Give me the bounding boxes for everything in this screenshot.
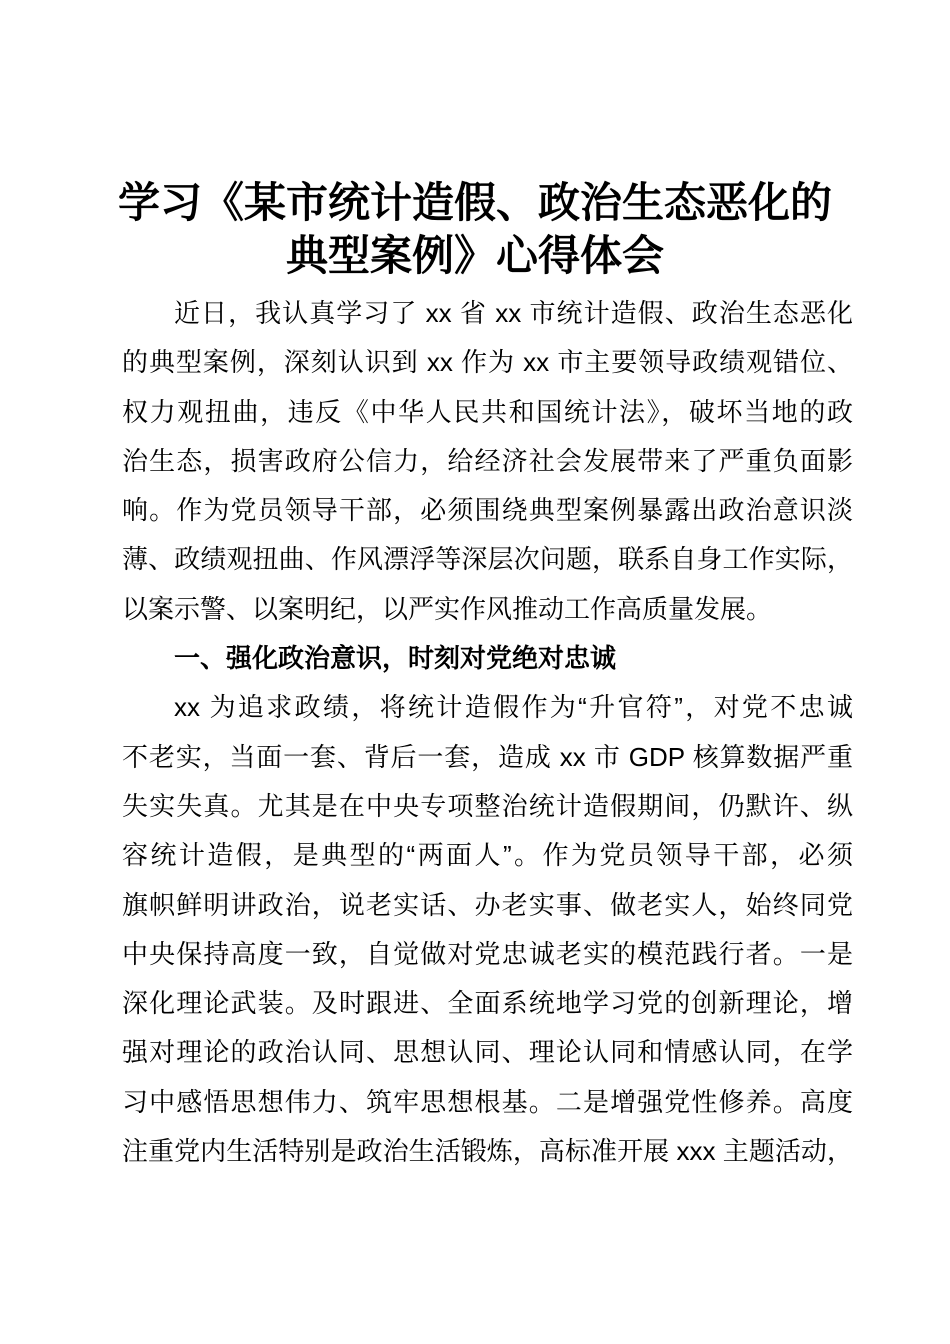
text-line: 治生态，损害政府公信力，给经济社会发展带来了严重负面影 [122, 445, 853, 476]
text-line: 容统计造假，是典型的“两面人”。作为党员领导干部，必须 [122, 840, 853, 871]
text-line: 的典型案例，深刻认识到 xx 作为 xx 市主要领导政绩观错位、 [122, 347, 853, 378]
text-line: 权力观扭曲，违反《中华人民共和国统计法》，破坏当地的政 [122, 396, 853, 427]
text-line: 响。作为党员领导干部，必须围绕典型案例暴露出政治意识淡 [122, 495, 853, 526]
text-line: 注重党内生活特别是政治生活锻炼，高标准开展 xxx 主题活动， [122, 1136, 853, 1167]
title-line: 典型案例》心得体会 [285, 232, 664, 279]
text-line: 习中感悟思想伟力、筑牢思想根基。二是增强党性修养。高度 [122, 1086, 853, 1117]
text-line: 深化理论武装。及时跟进、全面系统地学习党的创新理论，增 [122, 988, 853, 1019]
text-line: 近日，我认真学习了 xx 省 xx 市统计造假、政治生态恶化 [174, 298, 853, 328]
text-line: 强对理论的政治认同、思想认同、理论认同和情感认同，在学 [122, 1037, 853, 1068]
text-line: 薄、政绩观扭曲、作风漂浮等深层次问题，联系自身工作实际， [122, 544, 853, 575]
text-line: 中央保持高度一致，自觉做对党忠诚老实的模范践行者。一是 [122, 938, 853, 969]
section-heading-1 [122, 634, 853, 683]
text-line: 失实失真。尤其是在中央专项整治统计造假期间，仍默许、纵 [122, 790, 853, 821]
text-line: xx 为追求政绩，将统计造假作为“升官符”，对党不忠诚 [174, 692, 853, 723]
title-line: 学习《某市统计造假、政治生态恶化的 [117, 179, 832, 226]
text-line: 旗帜鲜明讲政治，说老实话、办老实事、做老实人，始终同党 [122, 889, 853, 920]
text-line: 以案示警、以案明纪，以严实作风推动工作高质量发展。 [122, 593, 773, 624]
text-line: 不老实，当面一套、背后一套，造成 xx 市 GDP 核算数据严重 [122, 741, 853, 772]
heading-line: 一、强化政治意识，时刻对党绝对忠诚 [174, 643, 617, 674]
paragraph-intro [122, 289, 853, 634]
paragraph-section-1 [122, 683, 853, 1176]
document-body [122, 289, 853, 1176]
document-title [0, 176, 950, 282]
